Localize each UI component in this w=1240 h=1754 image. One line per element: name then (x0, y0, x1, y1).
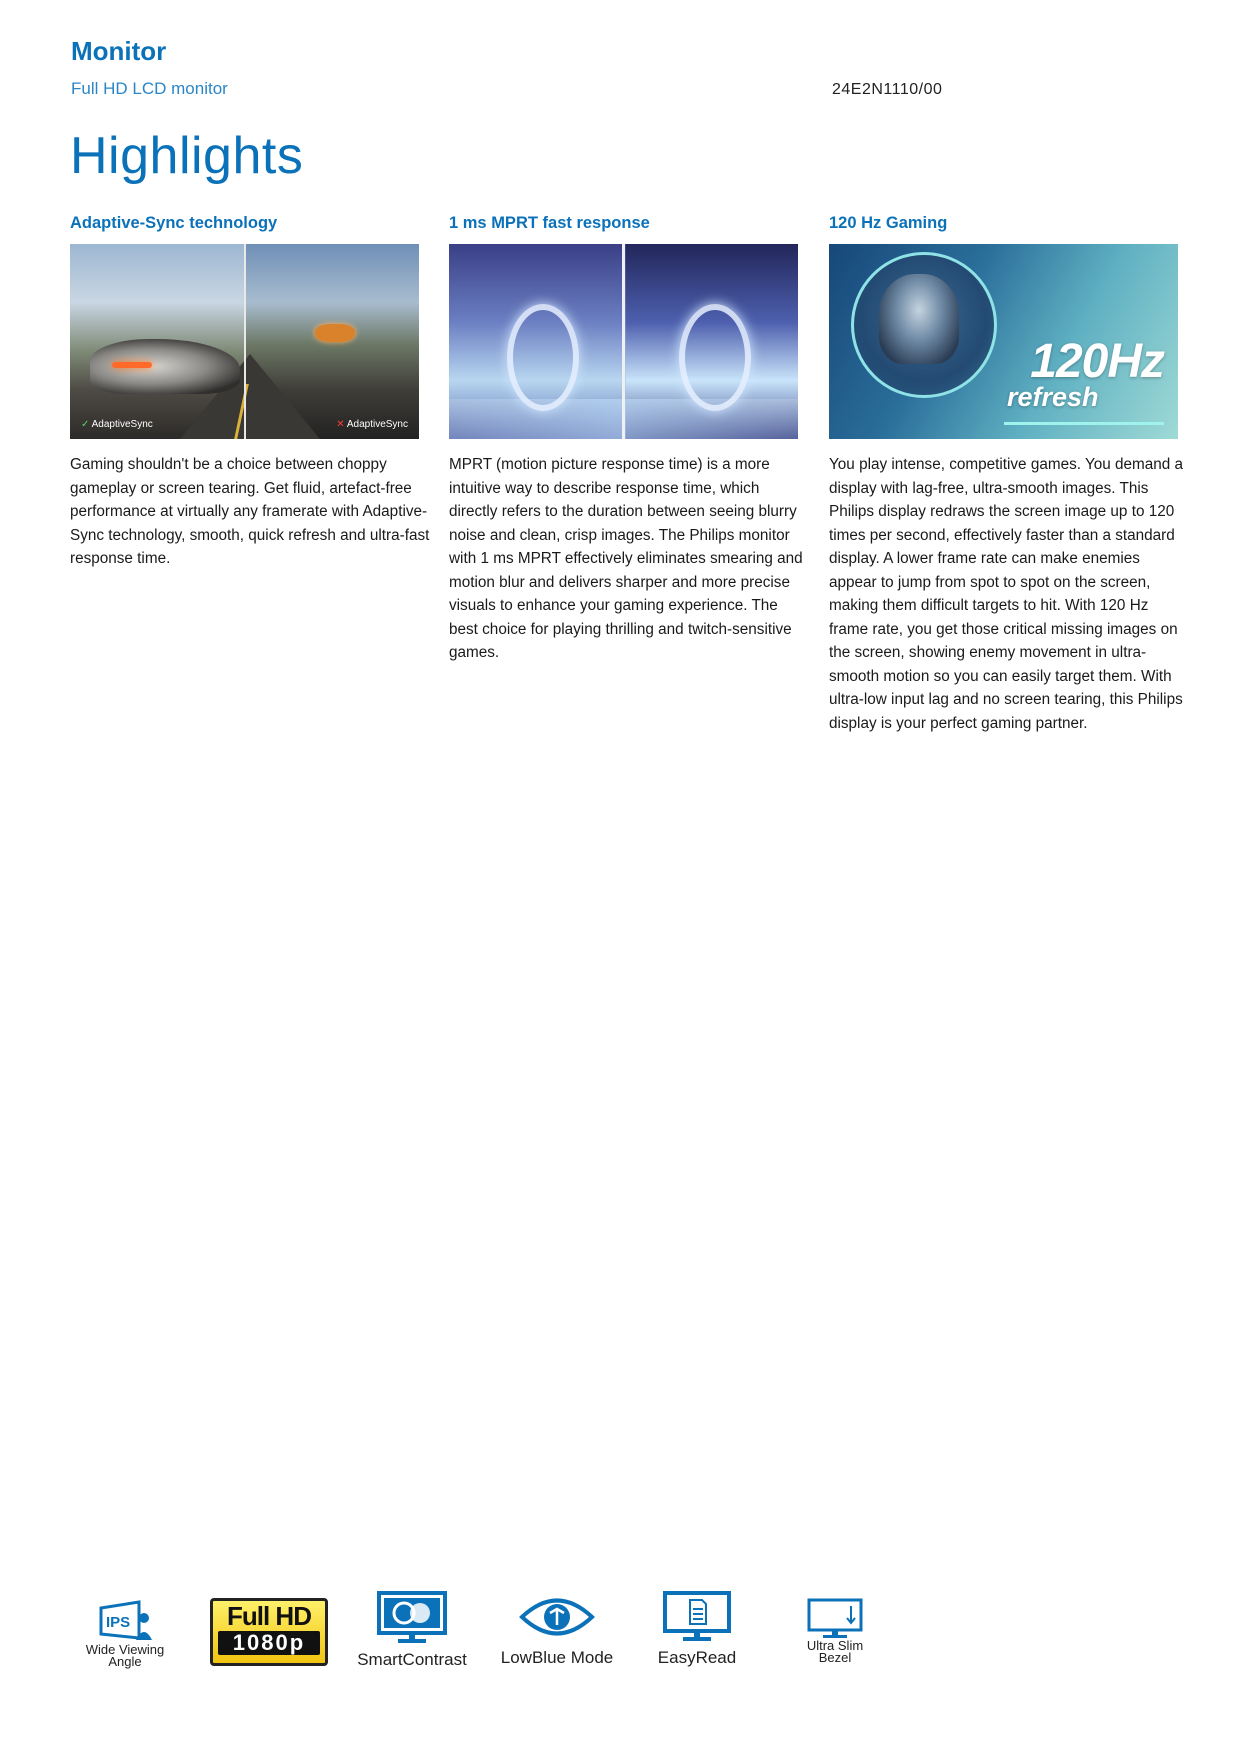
badge-label: Bezel (818, 1650, 852, 1665)
badge-full-hd (210, 1582, 326, 1672)
badge-easyread (632, 1582, 762, 1672)
120hz-image (829, 244, 1178, 439)
checkmark-icon: ✓ (81, 419, 90, 430)
product-subtitle: Full HD LCD monitor (71, 79, 228, 98)
feature-120hz (829, 214, 1189, 735)
feature-title: 120 Hz Gaming (829, 214, 948, 232)
badge-wide-viewing-angle (70, 1582, 180, 1672)
badge-label: Wide Viewing (85, 1642, 165, 1657)
model-number: 24E2N1110/00 (832, 81, 943, 98)
badge-label: EasyRead (657, 1648, 737, 1667)
eye-icon (519, 1592, 595, 1642)
mprt-image (449, 244, 798, 439)
adaptive-sync-image (70, 244, 419, 439)
cross-icon: ✕ (336, 419, 345, 430)
feature-title: 1 ms MPRT fast response (449, 214, 650, 232)
feature-mprt (449, 214, 809, 665)
feature-adaptive-sync (70, 214, 430, 571)
feature-description: Gaming shouldn't be a choice between choppy gameplay or screen tearing. Get fluid, artefact-free performance at virtually any framerate with Adaptive-Sync technology, smooth, quick refresh and ultra-fast response time. (70, 456, 430, 567)
120hz-image-text: 120Hz (1030, 335, 1164, 388)
smartcontrast-icon (376, 1590, 448, 1644)
page-heading: Highlights (70, 127, 304, 185)
svg-text:IPS: IPS (106, 1614, 131, 1631)
feature-title: Adaptive-Sync technology (70, 214, 278, 232)
badge-label: LowBlue Mode (500, 1648, 614, 1667)
badge-label: Angle (108, 1654, 142, 1669)
adaptive-sync-on-label: ✓ AdaptiveSync (81, 419, 153, 430)
slim-bezel-icon (805, 1596, 865, 1640)
badge-label: Ultra Slim (806, 1638, 864, 1653)
badge-label: SmartContrast (357, 1650, 467, 1669)
adaptive-sync-off-label: ✕ AdaptiveSync (336, 419, 408, 430)
badge-smartcontrast (352, 1582, 472, 1672)
refresh-image-text: refresh (1007, 382, 1099, 412)
easyread-icon (662, 1590, 732, 1642)
feature-description: MPRT (motion picture response time) is a more intuitive way to describe response time, which directly refers to the duration between seeing blurry noise and clean, crisp images. The Philips monitor with 1 ms MPRT effectively eliminates smearing and motion blur and delivers sharper and more precise visuals to enhance your gaming experience. The best choice for playing thrilling and twitch-sensitive games. (449, 456, 803, 661)
ips-icon (95, 1600, 155, 1644)
full-hd-logo: Full HD 1080p (210, 1598, 328, 1666)
product-title: Monitor (71, 36, 167, 66)
badge-ultra-slim-bezel (780, 1582, 890, 1672)
badge-lowblue-mode (492, 1582, 622, 1672)
feature-description: You play intense, competitive games. You demand a display with lag-free, ultra-smooth images. This Philips display redraws the screen image up to 120 times per second, effectively faster than a standard display. A lower frame rate can make enemies appear to jump from spot to spot on the screen, making them difficult targets to hit. With 120 Hz frame rate, you get those critical missing images on the screen, showing enemy movement in ultra-smooth motion so you can easily target them. With ultra-low input lag and no screen tearing, this Philips display is your perfect gaming partner. (829, 456, 1184, 732)
